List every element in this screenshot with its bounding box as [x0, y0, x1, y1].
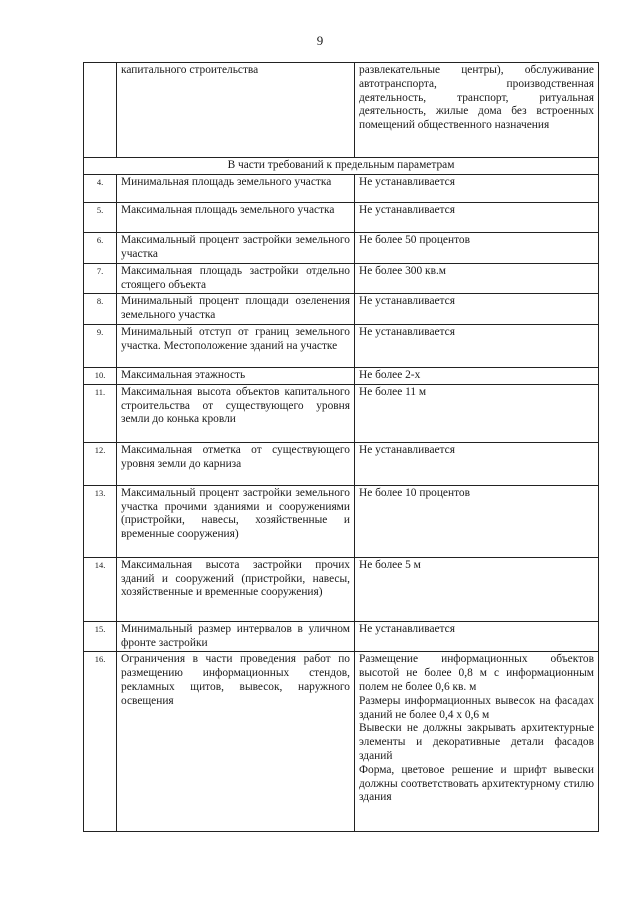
- table-row: [84, 621, 599, 652]
- parameter-name-cell: Минимальный отступ от границ земельного участка. Местоположение зданий на участке: [117, 324, 355, 367]
- table-row: [84, 652, 599, 832]
- parameter-value-cell: Не более 10 процентов: [355, 485, 599, 557]
- parameter-value-cell: Не устанавливается: [355, 294, 599, 325]
- parameter-value-cell: Не более 50 процентов: [355, 232, 599, 263]
- value-paragraph: Форма, цветовое решение и шрифт вывески должны соответствовать архитектурному стилю здания: [359, 763, 594, 804]
- table-row: [84, 232, 599, 263]
- parameter-value-cell: Не устанавливается: [355, 174, 599, 202]
- row-number-cell: 11.: [84, 384, 117, 442]
- row-number-cell: 5.: [84, 202, 117, 232]
- parameter-name-cell: капитального строительства: [117, 63, 355, 158]
- table-row: [84, 485, 599, 557]
- row-number-cell: 13.: [84, 485, 117, 557]
- table-row: [84, 294, 599, 325]
- parameter-name-cell: Максимальная площадь застройки отдельно стоящего объекта: [117, 263, 355, 294]
- parameter-value-cell: Не устанавливается: [355, 202, 599, 232]
- row-number-cell: 16.: [84, 652, 117, 832]
- parameter-value-cell: Не устанавливается: [355, 442, 599, 485]
- row-number-cell: 6.: [84, 232, 117, 263]
- table-row: [84, 174, 599, 202]
- parameter-value-cell: Не более 300 кв.м: [355, 263, 599, 294]
- parameter-name-cell: Максимальная высота застройки прочих зданий и сооружений (пристройки, навесы, хозяйственные и временные сооружения): [117, 557, 355, 621]
- section-heading-row: [84, 158, 599, 175]
- table-row: [84, 263, 599, 294]
- row-number-cell: 8.: [84, 294, 117, 325]
- parameter-name-cell: Минимальный размер интервалов в уличном фронте застройки: [117, 621, 355, 652]
- parameter-value-cell: Не устанавливается: [355, 324, 599, 367]
- regulations-table: [83, 62, 599, 832]
- row-number-cell: 14.: [84, 557, 117, 621]
- parameter-name-cell: Минимальная площадь земельного участка: [117, 174, 355, 202]
- parameter-name-cell: Максимальная высота объектов капитального строительства от существующего уровня земли до конька кровли: [117, 384, 355, 442]
- table-row: [84, 442, 599, 485]
- value-paragraph: Вывески не должны закрывать архитектурные элементы и декоративные детали фасадов зданий: [359, 722, 594, 762]
- table-row: [84, 202, 599, 232]
- parameter-value-cell: Не более 5 м: [355, 557, 599, 621]
- row-number-cell: 9.: [84, 324, 117, 367]
- parameter-value-cell: [355, 652, 599, 832]
- page-number: 9: [316, 33, 324, 48]
- parameter-value-cell: Не более 2-х: [355, 367, 599, 384]
- table-row: [84, 384, 599, 442]
- row-number-cell: 10.: [84, 367, 117, 384]
- row-number-cell: 12.: [84, 442, 117, 485]
- parameter-name-cell: Максимальная отметка от существующего уровня земли до карниза: [117, 442, 355, 485]
- row-number-cell: 7.: [84, 263, 117, 294]
- parameter-name-cell: Максимальная площадь земельного участка: [117, 202, 355, 232]
- table-row: [84, 324, 599, 367]
- parameter-name-cell: Максимальный процент застройки земельного участка прочими зданиями и сооружениями (пристройки, навесы, хозяйственные и временные сооружения): [117, 485, 355, 557]
- parameter-value-cell: Не устанавливается: [355, 621, 599, 652]
- value-paragraph: Размещение информационных объектов высотой не более 0,8 м с информационным полем не более 0,6 кв. м: [359, 653, 594, 693]
- parameter-value-cell: Не более 11 м: [355, 384, 599, 442]
- row-number-cell: 15.: [84, 621, 117, 652]
- parameter-name-cell: Ограничения в части проведения работ по размещению информационных стендов, рекламных щитов, вывесок, наружного освещения: [117, 652, 355, 832]
- parameter-value-cell: развлекательные центры), обслуживание автотранспорта, производственная деятельность, транспорт, ритуальная деятельность, жилые дома без встроенных помещений общественного назначения: [355, 63, 599, 158]
- table-row-continuation: [84, 63, 599, 158]
- parameter-name-cell: Максимальный процент застройки земельного участка: [117, 232, 355, 263]
- parameter-name-cell: Максимальная этажность: [117, 367, 355, 384]
- row-number-cell: [84, 63, 117, 158]
- section-heading: В части требований к предельным параметрам: [84, 158, 599, 175]
- value-paragraph: Размеры информационных вывесок на фасадах зданий не более 0,4 х 0,6 м: [359, 694, 594, 721]
- table-row: [84, 557, 599, 621]
- parameter-name-cell: Минимальный процент площади озеленения земельного участка: [117, 294, 355, 325]
- table-row: [84, 367, 599, 384]
- row-number-cell: 4.: [84, 174, 117, 202]
